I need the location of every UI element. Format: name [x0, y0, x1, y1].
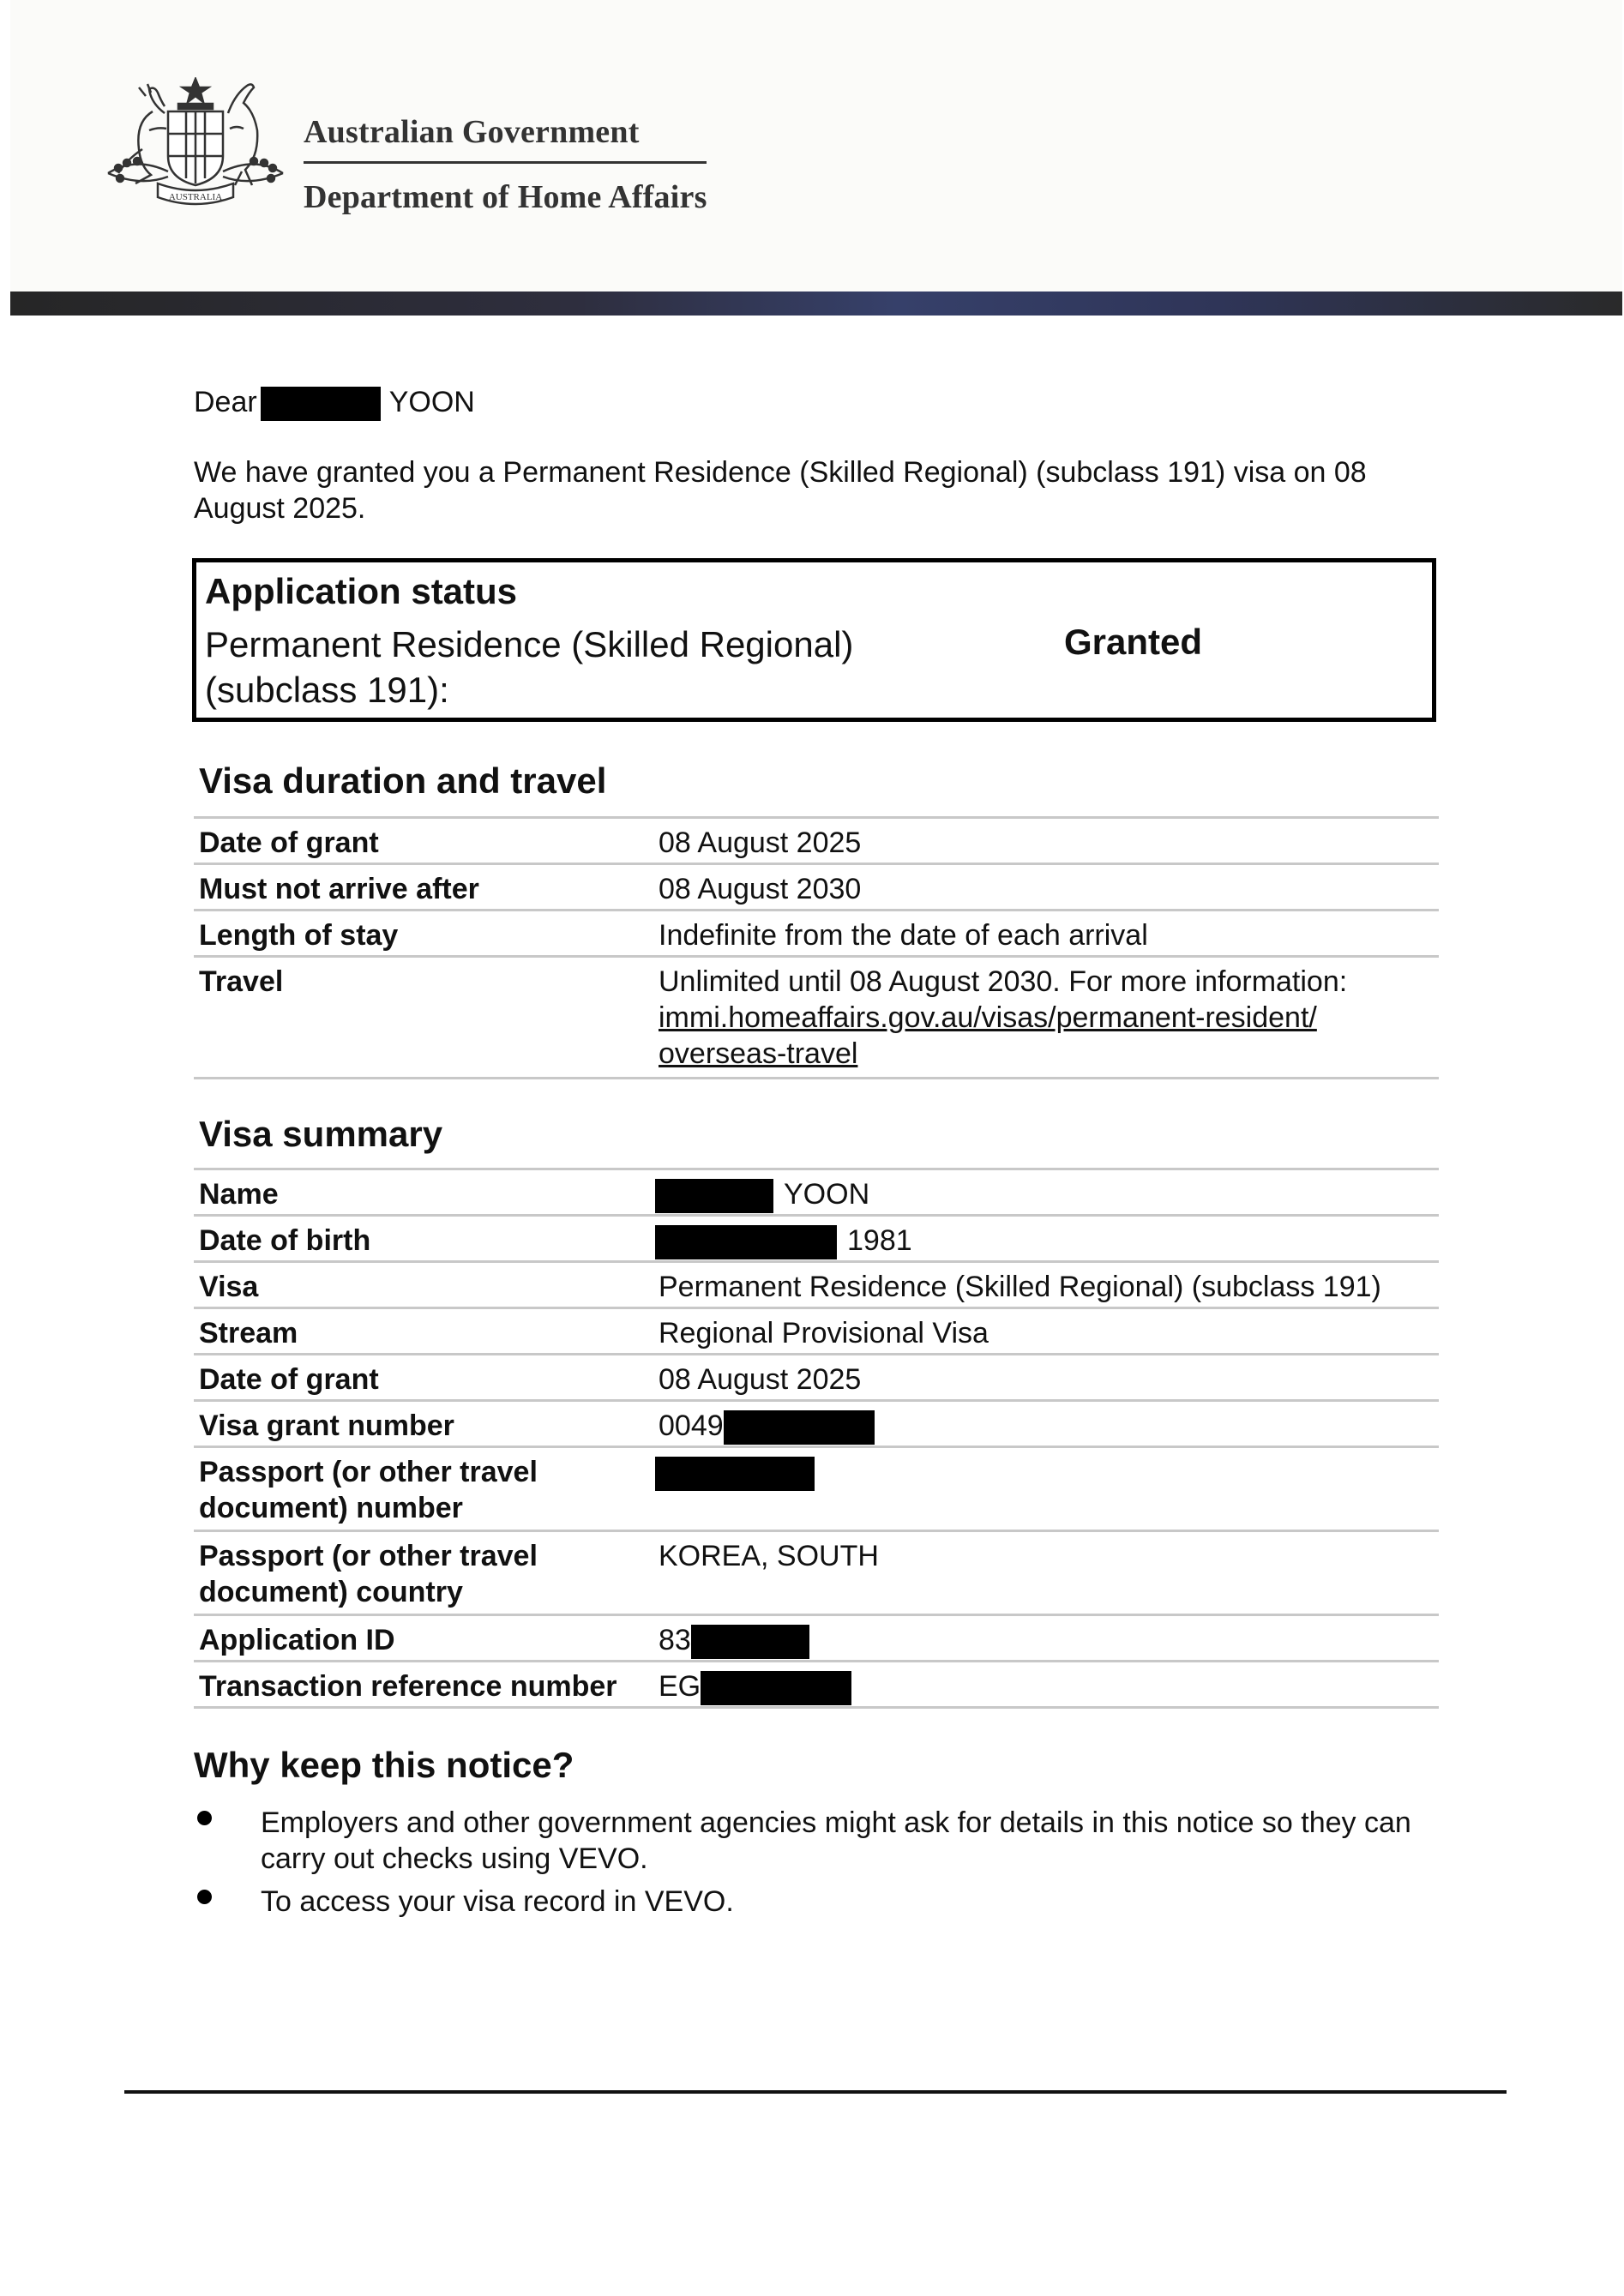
row-value: [653, 1662, 1439, 1708]
overseas-travel-link-cont[interactable]: overseas-travel: [659, 1037, 858, 1070]
table-row: [194, 1262, 1439, 1308]
letterhead-band: [10, 292, 1622, 316]
table-row: [194, 1401, 1439, 1447]
recipient-surname: YOON: [388, 386, 475, 418]
table-row: [194, 1216, 1439, 1262]
row-label: Application ID: [194, 1615, 653, 1662]
table-row: [194, 1447, 1439, 1531]
salutation: [194, 386, 475, 421]
name-surname: YOON: [784, 1178, 870, 1211]
crest-scroll-label: AUSTRALIA: [168, 192, 223, 202]
visa-duration-table: [194, 816, 1439, 1079]
row-label: Visa: [194, 1262, 653, 1308]
row-label: Stream: [194, 1308, 653, 1355]
row-value: 08 August 2025: [653, 818, 1439, 864]
row-label: Length of stay: [194, 911, 653, 957]
row-label: Passport (or other travel document) number: [194, 1447, 653, 1531]
grant-intro-text: We have granted you a Permanent Residence (Skilled Regional) (subclass 191) visa on 08 August 2025.: [194, 456, 1367, 525]
row-value: Permanent Residence (Skilled Regional) (subclass 191): [653, 1262, 1439, 1308]
footer-rule: [124, 2090, 1507, 2094]
redacted-given-name: [655, 1179, 773, 1213]
row-value: [653, 1447, 1439, 1531]
overseas-travel-link[interactable]: immi.homeaffairs.gov.au/visas/permanent-resident/: [659, 1001, 1317, 1034]
travel-label: Travel: [194, 957, 653, 1079]
redacted-grant-number: [724, 1410, 875, 1445]
row-label: Date of grant: [194, 1355, 653, 1401]
coat-of-arms-icon: [101, 77, 290, 219]
row-value: KOREA, SOUTH: [653, 1531, 1439, 1615]
birth-year: 1981: [847, 1224, 912, 1257]
trn-prefix: EG: [659, 1670, 701, 1703]
bullet-icon: [197, 1811, 212, 1825]
application-status-value: Granted: [1064, 622, 1203, 662]
grant-number-prefix: 0049: [659, 1409, 724, 1442]
list-item: [194, 1884, 1446, 1920]
row-label: Date of grant: [194, 818, 653, 864]
table-row: [194, 1531, 1439, 1615]
row-value: 08 August 2025: [653, 1355, 1439, 1401]
redacted-passport-number: [655, 1457, 815, 1491]
table-row: [194, 911, 1439, 957]
table-row: [194, 1355, 1439, 1401]
row-label: Name: [194, 1169, 653, 1216]
row-value: [653, 1615, 1439, 1662]
row-value: [653, 1216, 1439, 1262]
row-value: [653, 1169, 1439, 1216]
redacted-transaction-reference: [701, 1671, 851, 1705]
application-status-visa: Permanent Residence (Skilled Regional) (subclass 191):: [205, 624, 854, 710]
visa-summary-table: [194, 1168, 1439, 1709]
table-row: [194, 1615, 1439, 1662]
redacted-given-name: [261, 387, 381, 421]
why-keep-list: [194, 1805, 1446, 1926]
table-row: [194, 1662, 1439, 1708]
list-item-text: Employers and other government agencies might ask for details in this notice so they can carry out checks using VEVO.: [261, 1806, 1411, 1875]
government-name: Australian Government: [304, 113, 707, 164]
visa-summary-title: Visa summary: [199, 1114, 443, 1154]
redacted-application-id: [691, 1625, 809, 1659]
why-keep-title: Why keep this notice?: [194, 1745, 574, 1785]
table-row: [194, 818, 1439, 864]
visa-duration-title: Visa duration and travel: [199, 760, 607, 801]
table-row: [194, 1169, 1439, 1216]
row-label: Date of birth: [194, 1216, 653, 1262]
row-label: Transaction reference number: [194, 1662, 653, 1708]
table-row: [194, 864, 1439, 911]
list-item-text: To access your visa record in VEVO.: [261, 1885, 734, 1918]
travel-text: Unlimited until 08 August 2030. For more information:: [659, 965, 1348, 998]
row-label: Passport (or other travel document) country: [194, 1531, 653, 1615]
greeting: Dear: [194, 386, 257, 418]
application-status-title: Application status: [205, 571, 518, 611]
row-value: Indefinite from the date of each arrival: [653, 911, 1439, 957]
list-item: [194, 1805, 1446, 1877]
application-id-prefix: 83: [659, 1624, 691, 1656]
bullet-icon: [197, 1890, 212, 1904]
department-name: Department of Home Affairs: [304, 179, 707, 215]
application-status-box: [192, 558, 1436, 722]
row-label: Must not arrive after: [194, 864, 653, 911]
row-value: 08 August 2030: [653, 864, 1439, 911]
table-row: [194, 957, 1439, 1079]
travel-value: [653, 957, 1439, 1079]
row-value: Regional Provisional Visa: [653, 1308, 1439, 1355]
redacted-birth-day-month: [655, 1225, 837, 1259]
table-row: [194, 1308, 1439, 1355]
row-label: Visa grant number: [194, 1401, 653, 1447]
row-value: [653, 1401, 1439, 1447]
